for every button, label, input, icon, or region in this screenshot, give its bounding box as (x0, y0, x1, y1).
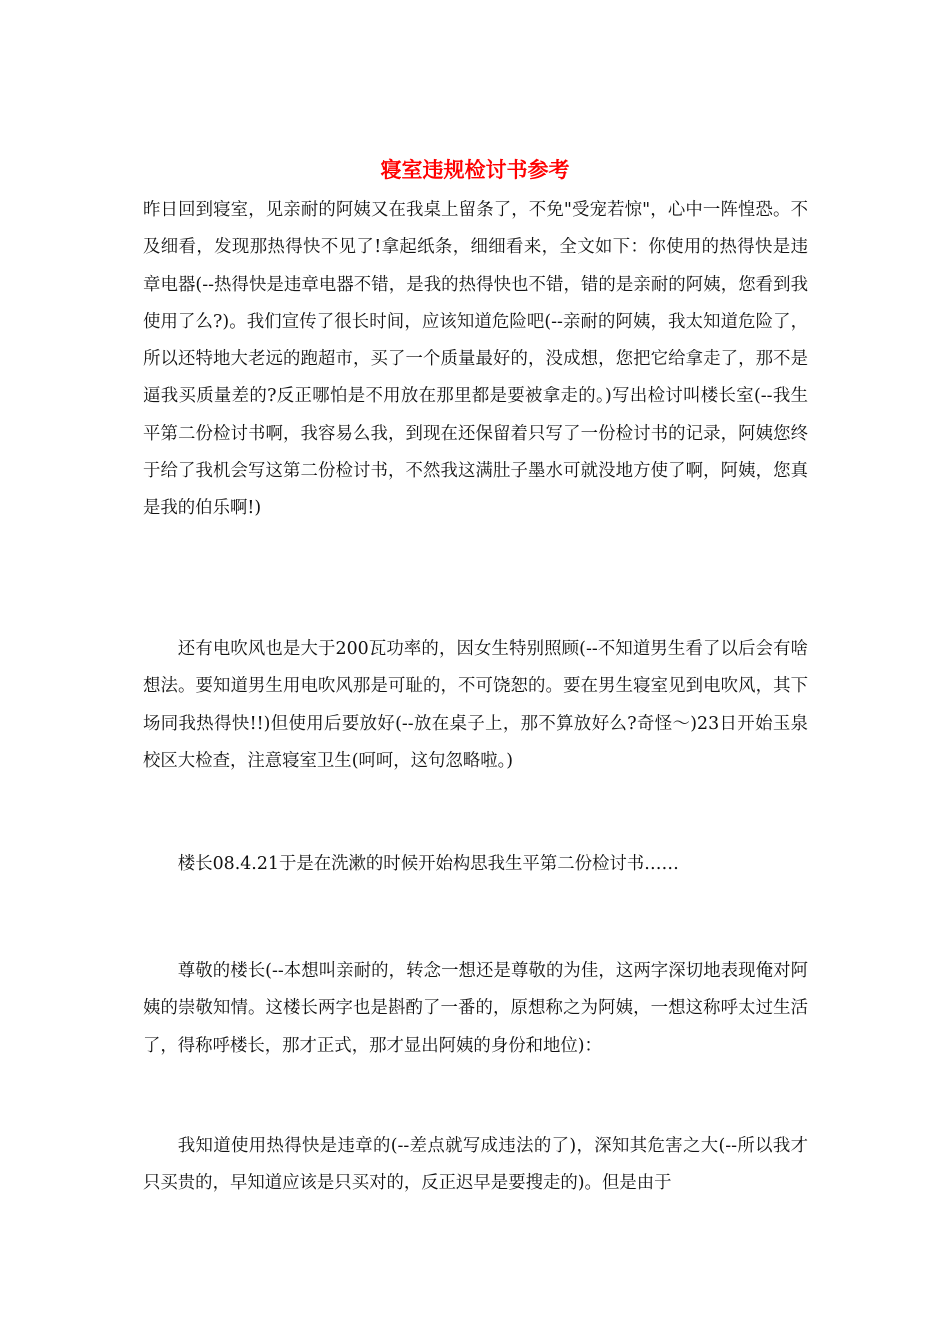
paragraph-4: 尊敬的楼长(--本想叫亲耐的，转念一想还是尊敬的为佳，这两字深切地表现俺对阿姨的崇敬知情。这楼长两字也是斟酌了一番的，原想称之为阿姨，一想这称呼太过生活了，得称呼楼长，那才正式，那才显出阿姨的身份和地位)： (143, 961, 808, 1056)
document-title: 寝室违规检讨书参考 (380, 157, 570, 182)
paragraph-3: 楼长08.4.21于是在洗漱的时候开始构思我生平第二份检讨书…… (177, 854, 679, 874)
paragraph-2: 还有电吹风也是大于200瓦功率的，因女生特别照顾(--不知道男生看了以后会有啥想法。要知道男生用电吹风那是可耻的，不可饶恕的。要在男生寝室见到电吹风，其下场同我热得快!!)但使用后要放好(--放在桌子上，那不算放好么?奇怪～)23日开始玉泉校区大检查，注意寝室卫生(呵呵，这句忽略啦。) (143, 639, 808, 771)
paragraph-5: 我知道使用热得快是违章的(--差点就写成违法的了)，深知其危害之大(--所以我才只买贵的，早知道应该是只买对的，反正迟早是要搜走的)。但是由于 (143, 1136, 808, 1194)
paragraph-1: 昨日回到寝室，见亲耐的阿姨又在我桌上留条了，不免"受宠若惊"，心中一阵惶恐。不及细看，发现那热得快不见了!拿起纸条，细细看来，全文如下：你使用的热得快是违章电器(--热得快是违章电器不错，是我的热得快也不错，错的是亲耐的阿姨，您看到我使用了么?)。我们宣传了很长时间，应该知道危险吧(--亲耐的阿姨，我太知道危险了，所以还特地大老远的跑超市，买了一个质量最好的，没成想，您把它给拿走了，那不是逼我买质量差的?反正哪怕是不用放在那里都是要被拿走的。)写出检讨叫楼长室(--我生平第二份检讨书啊，我容易么我，到现在还保留着只写了一份检讨书的记录，阿姨您终于给了我机会写这第二份检讨书，不然我这满肚子墨水可就没地方使了啊，阿姨，您真是我的伯乐啊!) (143, 200, 808, 519)
